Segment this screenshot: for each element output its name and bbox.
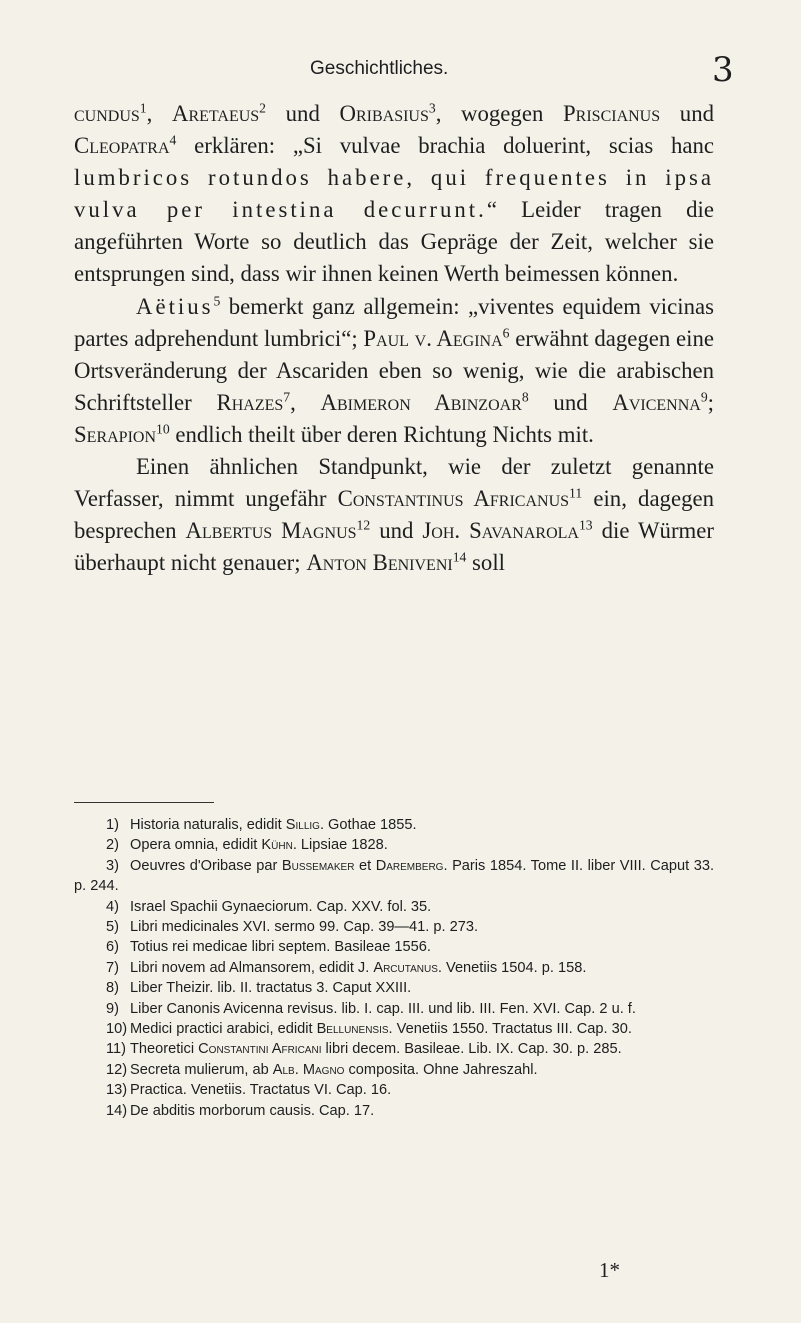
- footnote-text: De abditis morborum causis. Cap. 17.: [130, 1102, 375, 1119]
- running-head: [0, 50, 801, 98]
- footnote-item: [74, 1019, 714, 1039]
- footnote-number: 2): [106, 837, 119, 854]
- footnote-item: [74, 1039, 714, 1059]
- footnote-ref-4: 4: [169, 132, 177, 148]
- text-fragment: , wogegen: [435, 101, 563, 126]
- footnote-text: . Paris 1854. Tome II. liber VIII. Caput 33. p. 244.: [74, 857, 714, 895]
- author-beniveni: Anton Beniveni: [306, 550, 453, 576]
- footnote-text: . Venetiis 1550. Tractatus III. Cap. 30.: [388, 1021, 632, 1038]
- footnote-item: [74, 1060, 714, 1080]
- footnote-number: 11): [106, 1041, 127, 1058]
- text-fragment: und: [660, 101, 714, 126]
- footnote-item: [74, 999, 714, 1019]
- footnote-ref-5: 5: [213, 292, 221, 308]
- author-rhazes: Rhazes: [216, 389, 284, 415]
- footnote-item: [74, 897, 714, 917]
- author-constantinus: Constantinus Africanus: [337, 486, 570, 512]
- text-fragment: erklären: „Si vulvae brachia doluerint, scias hanc: [176, 133, 714, 159]
- text-fragment: und: [528, 389, 613, 415]
- text-fragment: ein, dagegen besprechen: [74, 486, 714, 544]
- footnote-text: Israel Spachii Gynaeciorum. Cap. XXV. fol. 35.: [130, 898, 432, 915]
- footnote-ref-14: 14: [452, 549, 467, 565]
- footnote-author: Bellunensis: [316, 1021, 389, 1038]
- running-head-title: Geschichtliches.: [310, 58, 449, 79]
- footnote-ref-9: 9: [700, 389, 708, 405]
- text-fragment: ;: [707, 389, 715, 415]
- footnote-number: 14): [106, 1102, 128, 1119]
- author-cleopatra: Cleopatra: [74, 133, 170, 159]
- footnote-item: [74, 1101, 714, 1121]
- footnote-number: 3): [106, 857, 119, 874]
- text-fragment: ,: [290, 389, 321, 415]
- footnote-text: Libri novem ad Almansorem, edidit J.: [130, 959, 374, 976]
- footnote-item: [74, 958, 714, 978]
- footnote-number: 10): [106, 1021, 128, 1038]
- paragraph-2: [74, 291, 714, 451]
- text-fragment: ,: [146, 101, 172, 126]
- footnote-ref-10: 10: [156, 421, 170, 437]
- footnote-text: . Gothae 1855.: [319, 817, 417, 833]
- footnote-ref-1: 1: [139, 100, 147, 116]
- footnote-number: 13): [106, 1082, 128, 1099]
- footnote-ref-11: 11: [569, 485, 583, 501]
- footnote-number: 7): [106, 959, 119, 976]
- footnote-text: Historia naturalis, edidit: [130, 817, 286, 833]
- signature-mark: 1*: [599, 1258, 620, 1282]
- footnote-text: Totius rei medicae libri septem. Basileae 1556.: [130, 939, 431, 956]
- author-albertus: Albertus Magnus: [185, 518, 357, 544]
- footnote-author: Daremberg: [375, 857, 444, 874]
- text-fragment: die Würmer überhaupt nicht genauer;: [74, 518, 714, 576]
- footnote-text: Liber Theizir. lib. II. tractatus 3. Caput XXIII.: [130, 980, 412, 997]
- footnote-ref-13: 13: [578, 517, 593, 533]
- footnote-ref-2: 2: [259, 100, 266, 116]
- footnote-number: 4): [106, 898, 119, 915]
- footnote-item: [74, 1080, 714, 1100]
- footnote-text: Oeuvres d'Oribase par: [130, 857, 282, 874]
- footnote-text: . Venetiis 1504. p. 158.: [437, 959, 587, 976]
- footnote-ref-3: 3: [428, 100, 436, 116]
- author-aetius: Aëtius: [136, 293, 214, 319]
- footnote-number: 6): [106, 939, 119, 956]
- footnote-text: Opera omnia, edidit: [130, 837, 262, 854]
- author-paul-aegina: Paul v. Aegina: [363, 325, 503, 351]
- footnote-text: Theoretici: [130, 1041, 199, 1058]
- footnote-author: Kühn: [261, 837, 293, 854]
- paragraph-3: [74, 451, 714, 579]
- footnote-item: [74, 978, 714, 998]
- paragraph-1: [74, 98, 714, 291]
- footnote-text: Practica. Venetiis. Tractatus VI. Cap. 16.: [130, 1082, 392, 1099]
- text-fragment: Einen ähnlichen Standpunkt, wie der zuletzt genannte Verfasser, nimmt ungefähr: [74, 454, 714, 512]
- footnote-number: 5): [106, 919, 119, 936]
- footnote-item: [74, 835, 714, 855]
- footnote-author: Bussemaker: [281, 857, 355, 874]
- footnote-item: [74, 917, 714, 937]
- footnotes: [74, 815, 714, 1121]
- footnote-text: Libri medicinales XVI. sermo 99. Cap. 39—41. p. 273.: [130, 919, 478, 936]
- footnote-author: Alb. Magno: [272, 1061, 345, 1078]
- text-fragment: erwähnt dagegen eine Ortsveränderung der Ascariden eben so wenig, wie die arabischen Schriftsteller: [74, 325, 714, 415]
- text-fragment: und: [370, 518, 423, 544]
- footnote-author: Sillig: [285, 817, 320, 833]
- footnote-text: et: [354, 857, 376, 874]
- footnote-ref-7: 7: [283, 389, 291, 405]
- author-abimeron: Abimeron Abinzoar: [320, 389, 522, 415]
- footnote-ref-6: 6: [502, 325, 510, 341]
- footnote-text: Secreta mulierum, ab: [130, 1061, 273, 1078]
- footnote-item: [74, 815, 714, 835]
- footnote-number: 1): [106, 817, 119, 833]
- author-serapion: Serapion: [74, 421, 157, 447]
- footnote-number: 8): [106, 980, 119, 997]
- footnote-author: Constantini Africani: [198, 1041, 322, 1058]
- footnote-rule: [74, 802, 214, 803]
- footnote-author: Arcutanus: [373, 959, 438, 976]
- text-fragment: soll: [466, 550, 505, 576]
- text-fragment: endlich theilt über deren Richtung Nichts mit.: [169, 421, 594, 447]
- footnote-text: . Lipsiae 1828.: [292, 837, 388, 854]
- footnote-item: [74, 937, 714, 957]
- footnote-number: 9): [106, 1000, 119, 1017]
- footnote-text: Liber Canonis Avicenna revisus. lib. I. cap. III. und lib. III. Fen. XVI. Cap. 2 u. f.: [130, 1000, 636, 1017]
- author-priscianus: Priscianus: [563, 101, 661, 126]
- footnote-number: 12): [106, 1061, 128, 1078]
- text-cundus: cundus: [74, 101, 140, 126]
- footnote-text: composita. Ohne Jahreszahl.: [344, 1061, 538, 1078]
- footnote-ref-8: 8: [521, 389, 529, 405]
- footnote-item: [74, 856, 714, 897]
- author-oribasius: Oribasius: [339, 101, 429, 126]
- footnote-ref-12: 12: [356, 517, 371, 533]
- text-fragment: “ Leider tragen die angeführten Worte so deutlich das Gepräge der Zeit, welcher sie entsprungen sind, dass wir ihnen keinen Werth beimessen können.: [74, 197, 714, 287]
- body-text: [74, 98, 714, 579]
- author-aretaeus: Aretaeus: [171, 101, 260, 126]
- footnote-text: libri decem. Basileae. Lib. IX. Cap. 30. p. 285.: [321, 1041, 622, 1058]
- text-fragment: bemerkt ganz allgemein: „viventes equidem vicinas partes adprehendunt lumbrici“;: [74, 293, 714, 351]
- page-number: 3: [712, 50, 734, 90]
- text-fragment: und: [266, 101, 340, 126]
- spaced-quote: lumbricos rotundos habere, qui frequentes in ipsa vulva per intestina decurrunt.: [74, 165, 714, 223]
- author-savanarola: Joh. Savanarola: [422, 518, 579, 544]
- author-avicenna: Avicenna: [612, 389, 701, 415]
- footnote-text: Medici practici arabici, edidit: [130, 1021, 317, 1038]
